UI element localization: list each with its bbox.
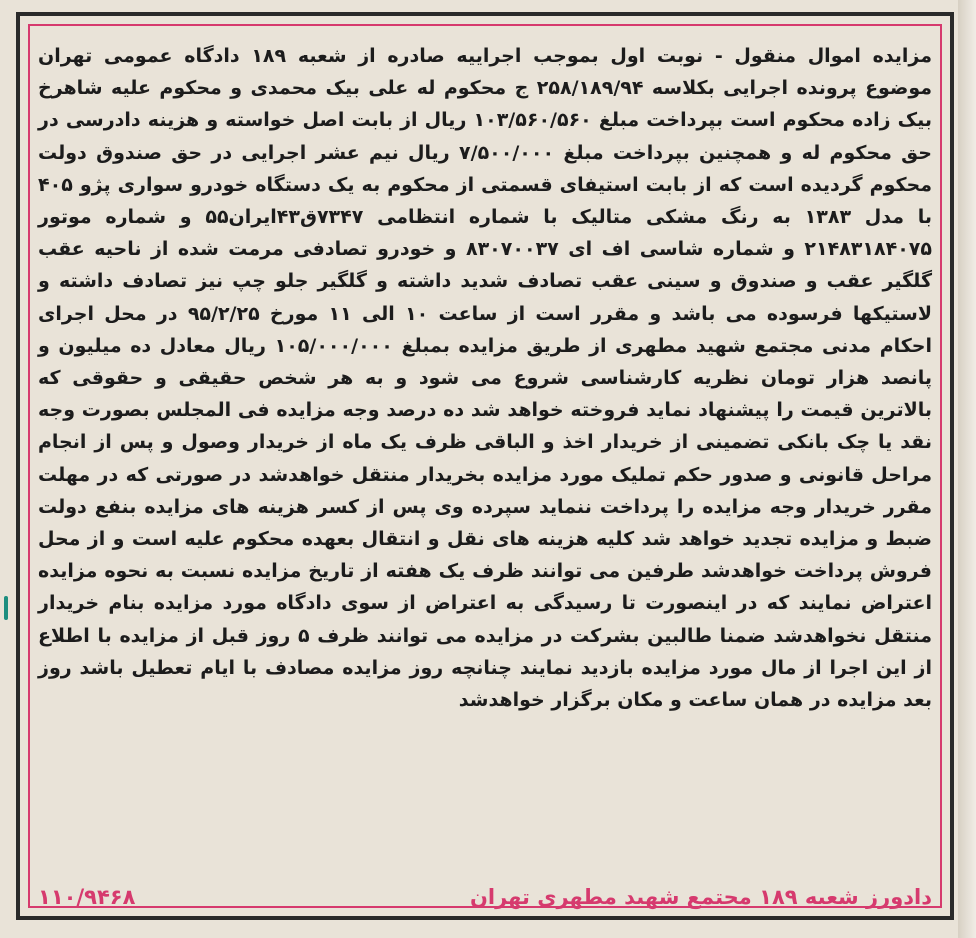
auction-notice-body: مزایده اموال منقول - نوبت اول بموجب اجراییه صادره از شعبه ۱۸۹ دادگاه عمومی تهران موضوع پرونده اجرایی بکلاسه ۲۵۸/۱۸۹/۹۴ ج محکوم له علی بیک محمدی و محکوم علیه شاهرخ بیک زاده محکوم است بپرداخت مبلغ ۱۰۳/۵۶۰/۵۶۰ ریال از بابت اصل خواسته و هزینه دادرسی در حق محکوم له و همچنین بپرداخت مبلغ ۷/۵۰۰/۰۰۰ ریال نیم عشر اجرایی در حق صندوق دولت محکوم گردیده است که از بابت استیفای قسمتی از محکوم به یک دستگاه خودرو سواری پژو ۴۰۵ با مدل ۱۳۸۳ به رنگ مشکی متالیک با شماره انتظامی ۷۳۴۷ق۴۳ایران۵۵ و شماره موتور ۲۱۴۸۳۱۸۴۰۷۵ و شماره شاسی اف ای ۸۳۰۷۰۰۳۷ و خودرو تصادفی مرمت شده از ناحیه عقب گلگیر عقب و صندوق و سینی عقب تصادف شدید داشته و گلگیر جلو چپ نیز تصادف داشته و لاستیکها فرسوده می باشد و مقرر است از ساعت ۱۰ الی ۱۱ مورخ ۹۵/۲/۲۵ در محل اجرای احکام مدنی مجتمع شهید مطهری از طریق مزایده بمبلغ ۱۰۵/۰۰۰/۰۰۰ ریال معادل ده میلیون و پانصد هزار تومان نظریه کارشناسی شروع می شود و به هر شخص حقیقی و حقوقی که بالاترین قیمت را پیشنهاد نماید فروخته خواهد شد ده درصد وجه مزایده فی المجلس بصورت وجه نقد یا چک بانکی تضمینی از خریدار اخذ و الباقی ظرف یک ماه از خریدار وصول و پس از انجام مراحل قانونی و صدور حکم تملیک مورد مزایده بخریدار منتقل خواهدشد در صورتی که در مهلت مقرر خریدار وجه مزایده را پرداخت ننماید سپرده وی پس از کسر هزینه های مزایده بنفع دولت ضبط و مزایده تجدید خواهد شد کلیه هزینه های نقل و انتقال بعهده محکوم علیه است و از محل فروش پرداخت خواهدشد طرفین می توانند ظرف یک هفته از تاریخ مزایده نسبت به نحوه مزایده اعتراض نمایند که در اینصورت تا رسیدگی به اعتراض از سوی دادگاه مورد مزایده بنام خریدار منتقل نخواهدشد ضمنا طالبین بشرکت در مزایده می توانند ظرف ۵ روز قبل از مزایده با اطلاع از این اجرا از مال مورد مزایده بازدید نمایند چنانچه روز مزایده مصادف با ایام تعطیل باشد روز بعد مزایده در همان ساعت و مکان برگزار خواهدشد: [38, 45, 933, 712]
officer-signature: دادورز شعبه ۱۸۹ مجتمع شهید مطهری تهران: [469, 885, 932, 909]
notice-footer: [38, 880, 932, 914]
page-edge-strip: [958, 0, 976, 938]
notice-code: ۱۱۰/۹۴۶۸: [38, 885, 136, 909]
edge-ink-mark: [4, 596, 8, 620]
